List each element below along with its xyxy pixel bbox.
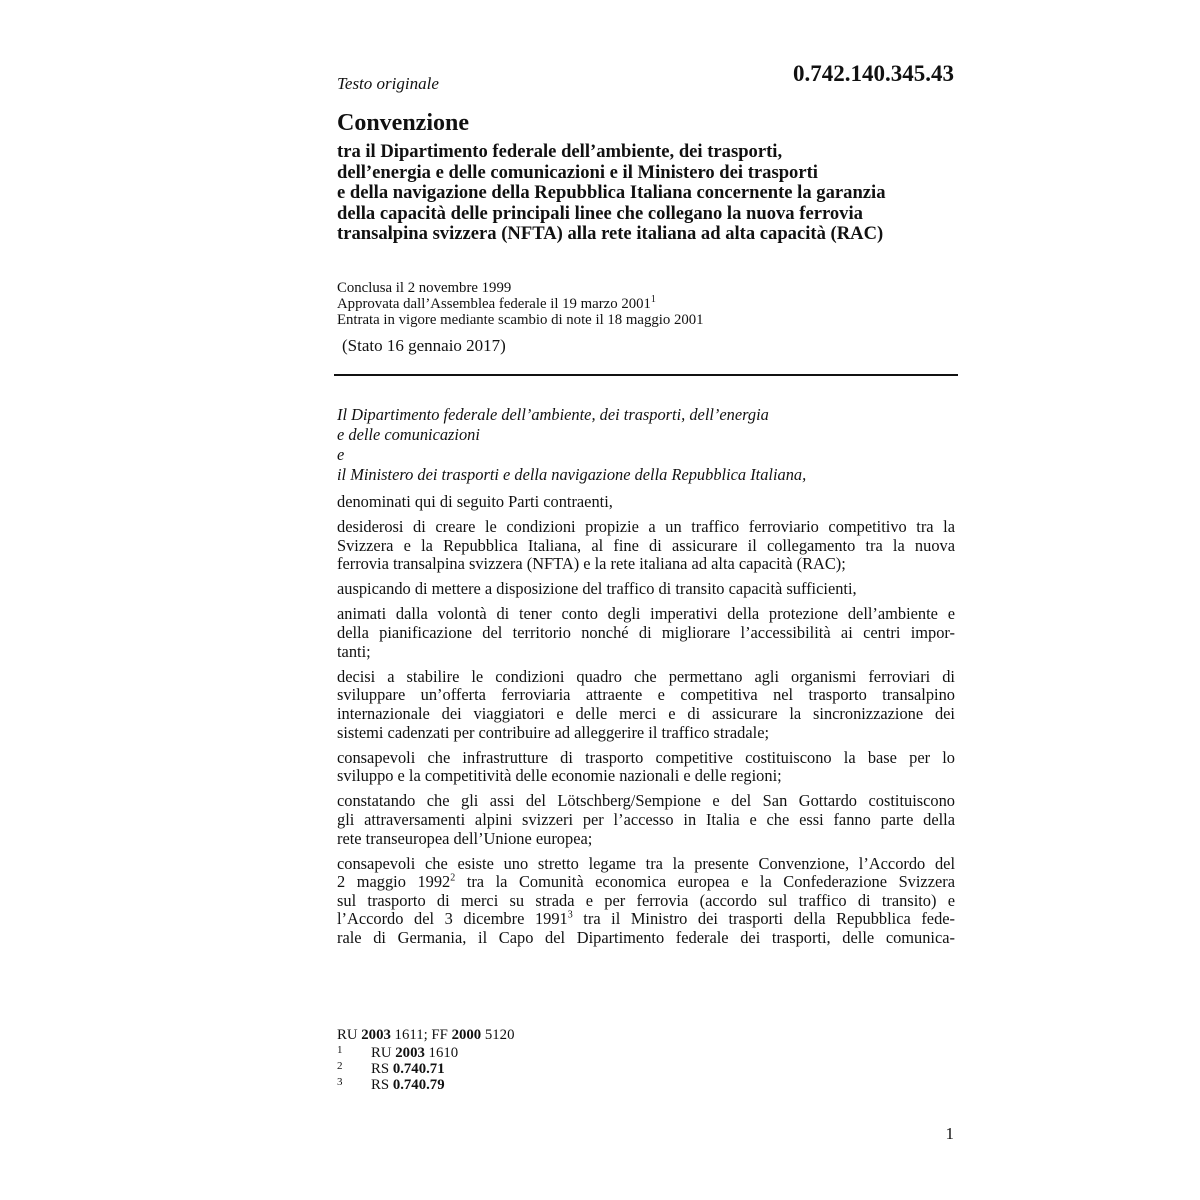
footnote-ref[interactable]: 1 xyxy=(650,294,656,306)
contracting-parties xyxy=(337,405,806,485)
party-line: il Ministero dei trasporti e della navigazione della Repubblica Italiana, xyxy=(337,465,807,484)
approved-date: Approvata dall’Assemblea federale il 19 marzo 2001$^1$ xyxy=(337,294,656,312)
document-subtitle xyxy=(337,142,886,245)
entry-into-force-date: Entrata in vigore mediante scambio di note il 18 maggio 2001 xyxy=(337,312,704,328)
subtitle-line: tra il Dipartimento federale dell’ambiente, dei trasporti, xyxy=(337,141,783,162)
party-line: e delle comunicazioni xyxy=(337,425,480,444)
concluded-date: Conclusa il 2 novembre 1999 xyxy=(337,280,512,296)
paragraph: constatando che gli assi del Lötschberg/Sempione e del San Gottardo costituiscono gli attraversamenti alpini svizzeri per l’accesso in Italia e che essi fanno parte della rete transeuropea dell’Unione europea; xyxy=(337,791,955,848)
dates-block xyxy=(337,280,704,328)
party-line: e xyxy=(337,445,345,464)
preamble-text xyxy=(337,493,955,954)
horizontal-rule xyxy=(334,374,958,376)
sr-number: 0.742.140.345.43 xyxy=(793,61,954,86)
document-page: Testo originale 0.742.140.345.43 Convenzione tra il Dipartimento federale dell’ambiente, dei trasporti, dell’energia e delle comunicazioni e il Ministero dei trasporti e della navigazione della Repubblica Italiana concernente la garanzia della capacità delle principali linee che collegano la nuova ferrovia transalpina svizzera (NFTA) alla rete italiana ad alta capacità (RAC) Conclusa il 2 novembre 1999 Approvata dall’Assemblea federale il 19 marzo 2001$^1$ Entrata in vigore mediante scambio di note il 18 maggio 2001 (Stato 16 gennaio 2017) Il Dipartimento federale dell’ambiente, dei trasporti, dell’energia e delle comunicazioni e il Ministero dei trasporti e della navigazione della Repubblica Italiana, denominati qui di seguito Parti contraenti, desiderosi di creare le condizioni propizie a un traffico ferroviario competitivo tra la Svizzera e la Repubblica Italiana, al fine di assicurare il collegamento tra la nuova ferrovia transalpina svizzera (NFTA) e la rete italiana ad alta capacità (RAC); auspicando di mettere a disposizione del traffico di transito capacità sufficienti, animati dalla volontà di tener conto degli imperativi della protezione dell’ambiente e della pianificazione del territorio nonché di migliorare l’accessibilità ai centri impor- tanti; decisi a stabilire le condizioni quadro che permettano agli organismi ferroviari di sviluppare un’offerta ferroviaria attraente e competitiva nel trasporto transalpino internazionale dei viaggiatori e delle merci e di assicurare la sincronizzazione dei sistemi cadenzati per contribuire ad alleggerire il traffico stradale; consapevoli che infrastrutture di trasporto competitive costituiscono la base per lo sviluppo e la competitività delle economie nazionali e delle regioni; constatando che gli assi del Lötschberg/Sempione e del San Gottardo costituiscono gli attraversamenti alpini svizzeri per l’accesso in Italia e che essi fanno parte della rete transeuropea dell’Unione europea; consapevoli che esiste uno stretto legame tra la presente Convenzione, l’Accordo del 2 maggio 1992$^2$ tra la Comunità economica europea e la Confederazione Svizzera sul trasporto di merci su strada e per ferrovia (accordo sul traffico di transito) e l’Accordo del 3 dicembre 1991$^3$ tra il Ministro dei trasporti della Repubblica fede- rale di Germania, il Capo del Dipartimento federale dei trasporti, delle comunica- RU 2003 1611; FF 2000 5120 1 RU 2003 1610 2 RS 0.740.71 3 RS 0.740.79 1 xyxy=(0,0,1200,1200)
subtitle-line: della capacità delle principali linee che collegano la nuova ferrovia xyxy=(337,202,863,224)
paragraph: animati dalla volontà di tener conto degli imperativi della protezione dell’ambiente e della pianificazione del territorio nonché di migliorare l’accessibilità ai centri impor- tanti; xyxy=(337,604,955,661)
original-text-label: Testo originale xyxy=(337,74,439,93)
footnote-ref[interactable]: 2 xyxy=(450,872,456,884)
footnote-number: 1 xyxy=(337,1044,343,1056)
paragraph: auspicando di mettere a disposizione del traffico di transito capacità sufficienti, xyxy=(337,579,857,599)
paragraph: decisi a stabilire le condizioni quadro che permettano agli organismi ferroviari di sviluppare un’offerta ferroviaria attraente e competitiva nel trasporto transalpino internazionale dei viaggiatori e delle merci e di assicurare la sincronizzazione dei sistemi cadenzati per contribuire ad alleggerire il traffico stradale; xyxy=(337,666,955,742)
subtitle-line: e della navigazione della Repubblica Italiana concernente la garanzia xyxy=(337,182,886,204)
footnote-number: 3 xyxy=(337,1076,343,1088)
document-title: Convenzione xyxy=(337,110,469,136)
subtitle-line: transalpina svizzera (NFTA) alla rete italiana ad alta capacità (RAC) xyxy=(337,223,884,245)
subtitle-line: dell’energia e delle comunicazioni e il Ministero dei trasporti xyxy=(337,161,818,183)
paragraph: consapevoli che infrastrutture di trasporto competitive costituiscono la base per lo sviluppo e la competitività delle economie nazionali e delle regioni; xyxy=(337,747,955,786)
paragraph: denominati qui di seguito Parti contraenti, xyxy=(337,492,613,511)
paragraph: desiderosi di creare le condizioni propizie a un traffico ferroviario competitivo tra la Svizzera e la Repubblica Italiana, al fine di assicurare il collegamento tra la nuova ferrovia transalpina svizzera (NFTA) e la rete italiana ad alta capacità (RAC); xyxy=(337,517,955,574)
official-references: RU 2003 1611; FF 2000 5120 xyxy=(337,1027,515,1043)
footnote-ref[interactable]: 3 xyxy=(567,909,573,921)
status-date: (Stato 16 gennaio 2017) xyxy=(342,336,506,355)
paragraph: consapevoli che esiste uno stretto legame tra la presente Convenzione, l’Accordo del 2 maggio 1992$^2$ tra la Comunità economica europea e la Confederazione Svizzera sul trasporto di merci su strada e per ferrovia (accordo sul traffico di transito) e l’Accordo del 3 dicembre 1991$^3$ tra il Ministro dei trasporti della Repubblica fede- rale di Germania, il Capo del Dipartimento federale dei trasporti, delle comunica- xyxy=(337,853,956,947)
footnote-number: 2 xyxy=(337,1060,343,1072)
page-number: 1 xyxy=(945,1124,954,1143)
party-line: Il Dipartimento federale dell’ambiente, dei trasporti, dell’energia xyxy=(337,405,769,424)
